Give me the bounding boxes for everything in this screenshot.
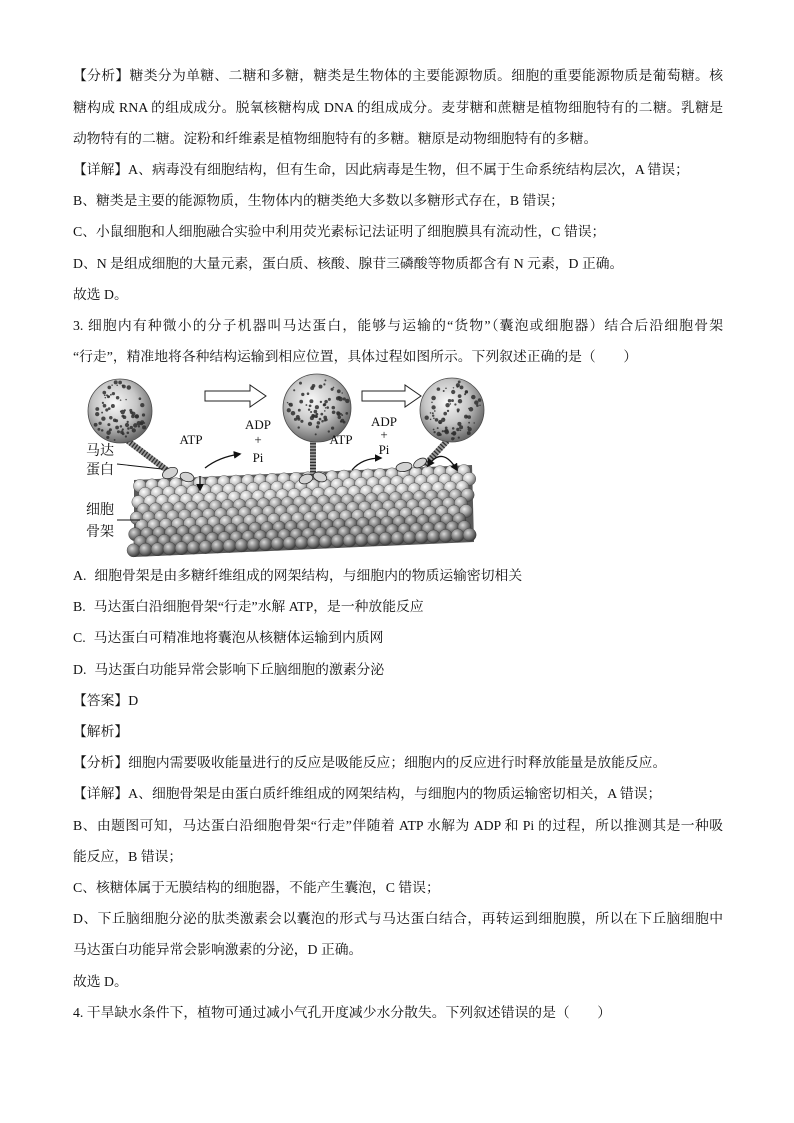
vesicle-speckle [95,407,99,411]
vesicle-speckle [465,391,468,394]
vesicle-speckle [460,430,462,432]
vesicle-speckle [299,382,302,385]
cytoskeleton-subunit [235,539,248,552]
vesicle-speckle [287,408,291,412]
vesicle-speckle [333,387,335,389]
vesicle-speckle [130,411,133,414]
analysis-text-line: 【分析】糖类分为单糖、二糖和多糖，糖类是生物体的主要能源物质。细胞的重要能源物质是葡萄糖。核 [73,68,723,84]
vesicle-speckle [132,429,136,433]
vesicle-speckle [331,427,334,430]
vesicle-speckle [311,414,315,418]
vesicle-speckle [101,429,104,432]
page-content [73,60,723,1027]
cytoskeleton-subunit [391,532,404,545]
vesicle-speckle [98,422,101,425]
vesicle-speckle [307,393,310,396]
vesicle-speckle [127,386,132,391]
vesicle-speckle [332,411,336,415]
vesicle-speckle [122,385,124,387]
vesicle-speckle [104,395,106,397]
detail-text-line: D、N 是组成细胞的大量元素，蛋白质、核酸、腺苷三磷酸等物质都含有 N 元素，D 正确。 [73,255,624,271]
cytoskeleton-subunit [307,536,320,549]
vesicle-speckle [445,427,448,430]
vesicle-speckle [450,403,452,405]
vesicle-speckle [337,412,341,416]
vesicle-speckle [138,425,140,427]
cytoskeleton-subunit [187,541,200,554]
vesicle-speckle [430,419,431,420]
vesicle-speckle [320,401,322,403]
vesicle-speckle [110,394,112,396]
vesicle-speckle [309,405,312,408]
vesicle-speckle [451,390,455,394]
detail-text-line: 能反应，B 错误； [73,848,183,864]
vesicle-speckle [297,418,300,421]
cytoskeleton-subunit [367,533,380,546]
cytoskeleton-subunit [463,528,476,541]
detail-text-line: 马达蛋白功能异常会影响激素的分泌，D 正确。 [73,942,363,958]
figure-label-atp: ATP [179,432,203,448]
vesicle-speckle [473,423,474,424]
explanation-heading: 【解析】 [73,724,129,739]
vesicle-speckle [309,399,313,403]
vesicle-speckle [315,434,317,436]
option-a [73,560,723,591]
vesicle-speckle [316,426,319,429]
cytoskeleton-subunit [211,540,224,553]
vesicle-speckle [111,404,115,408]
vesicle-speckle [453,387,454,388]
figure-label-adp: ADP [244,417,272,433]
cytoskeleton-subunit [343,534,356,547]
vesicle-speckle [443,412,447,416]
vesicle-speckle [319,418,322,421]
vesicle-speckle [452,427,455,430]
vesicle-speckle [337,390,341,394]
cytoskeleton-subunit [319,535,332,548]
vesicle-speckle [291,405,293,407]
vesicle-speckle [109,416,112,419]
detail-text-line: D、下丘脑细胞分泌的肽类激素会以囊泡的形式与马达蛋白结合，再转运到细胞膜，所以在下丘脑细胞中 [73,911,723,927]
analysis-text-line: 动物特有的二糖。淀粉和纤维素是植物细胞特有的多糖。糖原是动物细胞特有的多糖。 [73,130,598,146]
vesicle-speckle [298,409,301,412]
vesicle-speckle [467,426,469,428]
vesicle-speckle [324,419,327,422]
vesicle-speckle [122,429,124,431]
vesicle-speckle [287,402,289,404]
vesicle-speckle [345,412,348,415]
vesicle-speckle [314,415,317,418]
vesicle-speckle [300,420,303,423]
vesicle-speckle [94,423,98,427]
vesicle-speckle [456,428,459,431]
vesicle-speckle [432,413,434,415]
vesicle-speckle [319,385,323,389]
vesicle-speckle [433,418,435,420]
figure-label-pi: Pi [252,450,264,466]
vesicle-speckle [125,423,129,427]
vesicle-speckle [142,426,146,430]
cytoskeleton-subunit [247,538,260,551]
vesicle-speckle [444,429,448,433]
vesicle-speckle [117,430,120,433]
vesicle-speckle [324,400,328,404]
figure-label-pi: Pi [378,442,390,458]
vesicle-speckle [142,414,145,417]
vesicle-speckle [454,404,456,406]
vesicle-speckle [326,407,329,410]
cytoskeleton-subunit [415,531,428,544]
vesicle-speckle [443,390,445,392]
vesicle-speckle [106,436,109,439]
vesicle-speckle [431,406,435,410]
vesicle-speckle [468,408,469,409]
option-text: 细胞骨架是由多糖纤维组成的网架结构，与细胞内的物质运输密切相关 [94,568,523,584]
vesicle-speckle [106,395,108,397]
vesicle-speckle [312,384,316,388]
vesicle-speckle [308,422,312,426]
cytoskeleton-subunit [223,540,236,553]
vesicle-speckle [120,400,122,402]
option-label: D. [73,661,87,677]
figure-label-motor-protein: 蛋白 [86,463,114,479]
vesicle-speckle [123,416,127,420]
vesicle-speckle [437,427,439,429]
option-d [73,654,723,685]
vesicle-speckle [111,385,113,387]
vesicle-speckle [474,401,478,405]
vesicle-speckle [332,406,336,410]
vesicle-speckle [106,431,111,436]
vesicle-speckle [317,421,321,425]
vesicle-speckle [340,419,344,423]
vesicle-speckle [140,403,144,407]
option-label: B. [73,599,86,615]
option-b [73,591,723,622]
answer-value: D [128,692,139,708]
detail-text-line: 【详解】A、细胞骨架是由蛋白质纤维组成的网架结构，与细胞内的物质运输密切相关，A 错误； [73,786,662,802]
vesicle-speckle [443,418,445,420]
vesicle-speckle [310,411,312,413]
vesicle-speckle [113,419,117,423]
vesicle-speckle [127,421,129,423]
detail-text-line: 【详解】A、病毒没有细胞结构，但有生命，因此病毒是生物，但不属于生命系统结构层次，A 错误； [73,161,689,177]
vesicle-speckle [125,399,126,400]
vesicle-speckle [114,439,116,441]
option-label: A. [73,568,87,584]
analysis-text-line: 糖构成 RNA 的组成成分。脱氧核糖构成 DNA 的组成成分。麦芽糖和蔗糖是植物细胞特有的二糖。乳糖是 [73,99,723,115]
figure-label-atp: ATP [329,432,353,448]
vesicle-speckle [324,380,326,382]
option-text: 马达蛋白沿细胞骨架“行走”水解 ATP，是一种放能反应 [93,599,424,615]
vesicle-speckle [320,413,323,416]
vesicle-speckle [97,428,100,431]
cytoskeleton-subunit [163,542,176,555]
vesicle-speckle [331,388,334,391]
vesicle-speckle [338,416,342,420]
vesicle-speckle [442,430,444,432]
figure-label-cytoskeleton: 骨架 [86,525,114,541]
vesicle-speckle [115,426,119,430]
vesicle-speckle [105,397,107,399]
vesicle-speckle [305,404,307,406]
vesicle-speckle [135,415,139,419]
cytoskeleton-subunit [139,543,152,556]
motor-protein-stalk [128,441,168,471]
vesicle-speckle [458,399,462,403]
vesicle-speckle [452,432,456,436]
option-c [73,622,723,653]
cytoskeleton-subunit [151,543,164,556]
vesicle-speckle [323,384,325,386]
vesicle-speckle [438,420,442,424]
motor-protein-figure [73,372,723,560]
figure-label-plus: + [380,427,388,443]
vesicle-speckle [434,410,436,412]
vesicle-speckle [467,416,471,420]
cytoskeleton-subunit [439,530,452,543]
motor-protein-stalk [424,441,447,466]
vesicle-speckle [140,422,143,425]
vesicle-speckle [458,437,460,439]
vesicle-speckle [464,415,468,419]
question-stem-line: 3. 细胞内有种微小的分子机器叫马达蛋白，能够与运输的“货物”（囊泡或细胞器）结合后沿细胞骨架 [73,317,723,333]
vesicle-speckle [432,415,434,417]
figure-label-motor-protein: 马达 [86,444,114,460]
vesicle-speckle [118,381,122,385]
vesicle-speckle [456,386,458,388]
detail-text-line: C、小鼠细胞和人细胞融合实验中利用荧光素标记法证明了细胞膜具有流动性，C 错误； [73,224,606,240]
vesicle-speckle [314,410,318,414]
vesicle-speckle [458,381,461,384]
cytoskeleton-subunit [355,533,368,546]
option-text: 马达蛋白功能异常会影响下丘脑细胞的激素分泌 [94,661,385,677]
vesicle-speckle [467,431,471,435]
vesicle-speckle [447,410,449,412]
vesicle-speckle [120,431,124,435]
vesicle-speckle [435,418,439,422]
vesicle-speckle [139,398,142,401]
vesicle-speckle [321,420,324,423]
vesicle-speckle [133,423,137,427]
vesicle-speckle [341,393,343,395]
vesicle-speckle [143,422,145,424]
cytoskeleton-subunit [379,532,392,545]
vesicle-speckle [308,409,310,411]
vesicle-speckle [324,410,326,412]
vesicle-speckle [101,412,103,414]
cytoskeleton-subunit [403,531,416,544]
question-stem-line: “行走”，精准地将各种结构运输到相应位置，具体过程如图所示。下列叙述正确的是（ ） [73,349,638,365]
vesicle-speckle [114,381,118,385]
vesicle-speckle [102,402,104,404]
vesicle-speckle [431,402,433,404]
vesicle-speckle [95,412,99,416]
vesicle-speckle [127,427,130,430]
motor-protein-diagram [73,372,503,560]
vesicle-speckle [298,427,300,429]
vesicle-speckle [126,432,129,435]
option-label: C. [73,630,86,646]
vesicle-speckle [108,396,110,398]
cargo-vesicle [88,379,152,443]
vesicle-speckle [433,431,435,433]
vesicle-speckle [431,396,436,401]
vesicle-speckle [112,392,115,395]
vesicle-speckle [323,416,327,420]
vesicle-speckle [471,395,475,399]
vesicle-speckle [468,422,470,424]
option-text: 马达蛋白可精准地将囊泡从核糖体运输到内质网 [93,630,384,646]
vesicle-speckle [131,415,135,419]
vesicle-speckle [478,399,482,403]
vesicle-speckle [345,399,349,403]
vesicle-speckle [433,429,435,431]
vesicle-speckle [107,423,110,426]
cytoskeleton-subunit [427,530,440,543]
cytoskeleton-subunit [127,544,140,557]
cytoskeleton-subunit [271,537,284,550]
vesicle-speckle [439,434,442,437]
cytoskeleton-subunit [331,535,344,548]
vesicle-speckle [457,409,460,412]
answer-tag: 【答案】 [73,692,129,708]
vesicle-speckle [325,407,326,408]
vesicle-speckle [459,425,463,429]
figure-label-adp: ADP [370,414,398,430]
vesicle-speckle [445,403,449,407]
vesicle-speckle [120,425,123,428]
vesicle-speckle [451,437,454,440]
cytoskeleton-subunit [175,542,188,555]
vesicle-speckle [108,407,111,410]
vesicle-speckle [430,412,432,414]
reaction-arrow [205,454,240,468]
vesicle-speckle [315,405,319,409]
vesicle-speckle [479,405,481,407]
vesicle-speckle [323,404,326,407]
vesicle-speckle [293,390,295,392]
question-stem-line: 4. 干旱缺水条件下，植物可通过减小气孔开度减少水分散失。下列叙述错误的是（ ） [73,1004,612,1020]
vesicle-speckle [125,436,127,438]
detail-text-line: B、糖类是主要的能源物质，生物体内的糖类绝大多数以多糖形式存在，B 错误； [73,193,564,209]
vesicle-speckle [451,399,454,402]
detail-text-line: C、核糖体属于无膜结构的细胞器，不能产生囊泡，C 错误； [73,879,440,895]
vesicle-speckle [101,417,105,421]
conclusion-text: 故选 D。 [73,286,128,302]
vesicle-speckle [130,426,133,429]
vesicle-speckle [328,398,331,401]
cytoskeleton-subunit [283,537,296,550]
vesicle-speckle [301,393,304,396]
vesicle-speckle [116,385,118,387]
figure-label-plus: + [254,432,262,448]
analysis-text-line: 【分析】细胞内需要吸收能量进行的反应是吸能反应；细胞内的反应进行时释放能量是放能反应。 [73,755,667,771]
conclusion-text: 故选 D。 [73,973,128,989]
vesicle-speckle [337,396,340,399]
vesicle-speckle [425,416,429,420]
vesicle-speckle [445,388,447,390]
reaction-arrow [352,458,381,470]
cytoskeleton-subunit [259,538,272,551]
vesicle-speckle [288,403,290,405]
vesicle-speckle [107,386,111,390]
vesicle-speckle [340,413,342,415]
detail-text-line: B、由题图可知，马达蛋白沿细胞骨架“行走”伴随着 ATP 水解为 ADP 和 Pi 的过程，所以推测其是一种吸 [73,817,723,833]
cargo-vesicle [420,378,484,442]
cytoskeleton-subunit [451,529,464,542]
vesicle-speckle [291,411,296,416]
vesicle-speckle [299,400,303,404]
answer-line [73,685,723,716]
vesicle-speckle [469,407,474,412]
cytoskeleton-subunit [199,541,212,554]
transport-direction-arrow [205,385,266,407]
vesicle-speckle [448,399,451,402]
vesicle-speckle [437,388,441,392]
figure-label-cytoskeleton: 细胞 [86,503,114,519]
transport-direction-arrow [362,385,421,407]
vesicle-speckle [460,386,464,390]
vesicle-speckle [102,391,106,395]
cytoskeleton-subunit [295,536,308,549]
vesicle-speckle [103,404,107,408]
vesicle-speckle [116,396,119,399]
vesicle-speckle [458,395,462,399]
vesicle-speckle [120,410,125,415]
